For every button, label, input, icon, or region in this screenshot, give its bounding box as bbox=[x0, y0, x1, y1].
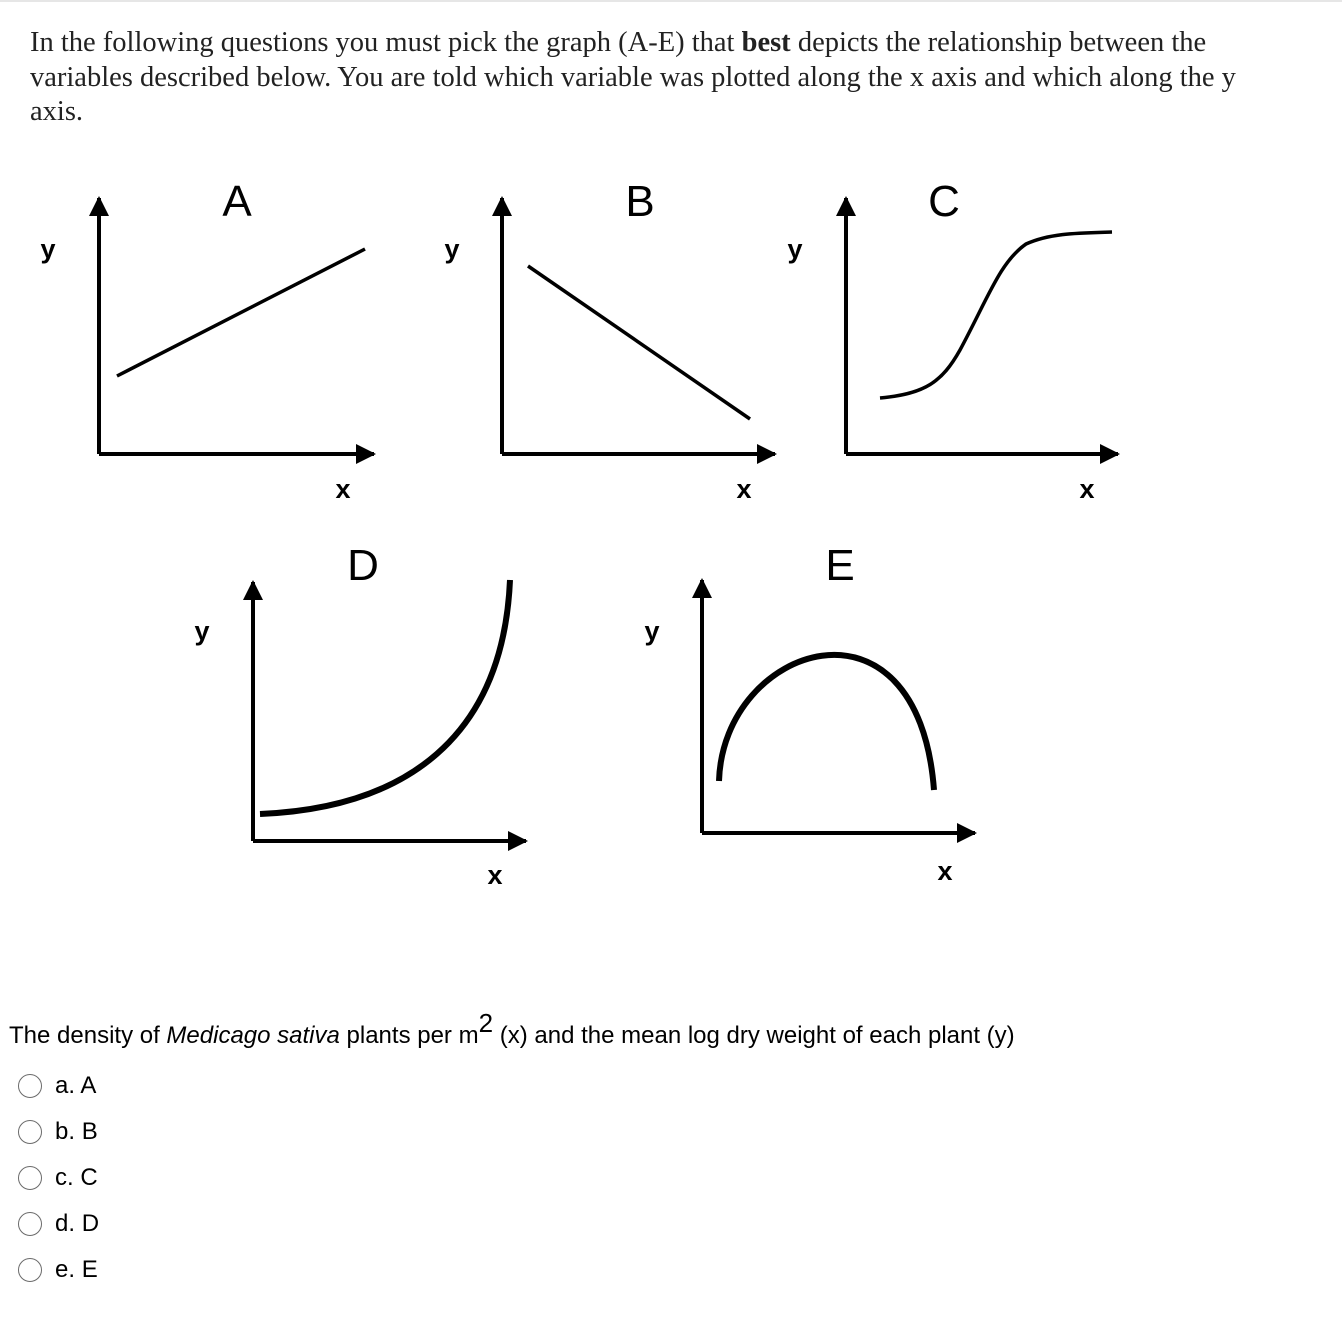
graph-b-x-label: x bbox=[736, 474, 752, 504]
instructions-bold-word: best bbox=[741, 27, 791, 58]
radio-button-e[interactable] bbox=[18, 1258, 42, 1282]
graph-d-x-label: x bbox=[487, 860, 503, 890]
answer-letter-b: b. bbox=[55, 1118, 76, 1145]
graph-b-title: B bbox=[625, 177, 655, 226]
question-middle: plants per m bbox=[339, 1022, 479, 1049]
answer-option-a[interactable] bbox=[18, 1063, 99, 1109]
answer-option-d[interactable] bbox=[18, 1201, 99, 1247]
answer-options bbox=[18, 1063, 99, 1293]
graph-e bbox=[644, 541, 975, 886]
radio-button-d[interactable] bbox=[18, 1212, 42, 1236]
answer-label-d[interactable] bbox=[55, 1210, 99, 1238]
answer-label-a[interactable] bbox=[55, 1072, 96, 1100]
answer-value-b: B bbox=[81, 1118, 98, 1145]
answer-value-a: A bbox=[80, 1072, 97, 1099]
answer-value-d: D bbox=[81, 1210, 100, 1237]
graph-e-title: E bbox=[825, 541, 855, 590]
graph-e-curve bbox=[719, 655, 934, 790]
radio-button-b[interactable] bbox=[18, 1120, 42, 1144]
graph-a-title: A bbox=[222, 177, 252, 226]
answer-value-e: E bbox=[81, 1256, 98, 1283]
graph-b-y-label: y bbox=[444, 234, 460, 264]
radio-button-a[interactable] bbox=[18, 1074, 42, 1098]
answer-option-c[interactable] bbox=[18, 1155, 99, 1201]
answer-letter-d: d. bbox=[55, 1210, 76, 1237]
instructions-text-end: depicts the relationship between the variables described below. You are told which variable was plotted along the x axis and which along the y axis. bbox=[30, 27, 1236, 127]
graph-e-x-label: x bbox=[937, 856, 953, 886]
instructions-text-start: In the following questions you must pick the graph (A-E) that bbox=[30, 27, 742, 58]
graph-a-x-label: x bbox=[335, 474, 351, 504]
graph-d bbox=[194, 541, 526, 890]
question-suffix: (x) and the mean log dry weight of each plant (y) bbox=[493, 1022, 1015, 1049]
answer-letter-e: e. bbox=[55, 1256, 76, 1283]
graph-b bbox=[444, 177, 775, 504]
question-prefix: The density of bbox=[9, 1022, 167, 1049]
graph-e-y-label: y bbox=[644, 616, 660, 646]
graph-a bbox=[40, 177, 374, 504]
graph-c bbox=[787, 177, 1118, 504]
answer-label-c[interactable] bbox=[55, 1164, 98, 1192]
answer-value-c: C bbox=[80, 1164, 98, 1191]
question-superscript: 2 bbox=[478, 1008, 494, 1038]
graph-c-y-label: y bbox=[787, 234, 803, 264]
question-text bbox=[9, 1008, 1015, 1051]
graph-d-title: D bbox=[347, 541, 379, 590]
question-species-name: Medicago sativa bbox=[166, 1022, 340, 1049]
graph-c-x-label: x bbox=[1079, 474, 1095, 504]
answer-letter-c: c. bbox=[55, 1164, 74, 1191]
graph-d-y-label: y bbox=[194, 616, 210, 646]
graph-c-title: C bbox=[928, 177, 960, 226]
answer-letter-a: a. bbox=[55, 1072, 76, 1099]
graph-b-curve bbox=[528, 266, 750, 419]
answer-option-b[interactable] bbox=[18, 1109, 99, 1155]
answer-option-e[interactable] bbox=[18, 1247, 99, 1293]
radio-button-c[interactable] bbox=[18, 1166, 42, 1190]
graph-a-curve bbox=[117, 249, 365, 376]
answer-label-b[interactable] bbox=[55, 1118, 98, 1146]
graph-c-curve bbox=[880, 232, 1112, 398]
graph-d-curve bbox=[260, 580, 510, 814]
answer-label-e[interactable] bbox=[55, 1256, 98, 1284]
graph-a-y-label: y bbox=[40, 234, 56, 264]
